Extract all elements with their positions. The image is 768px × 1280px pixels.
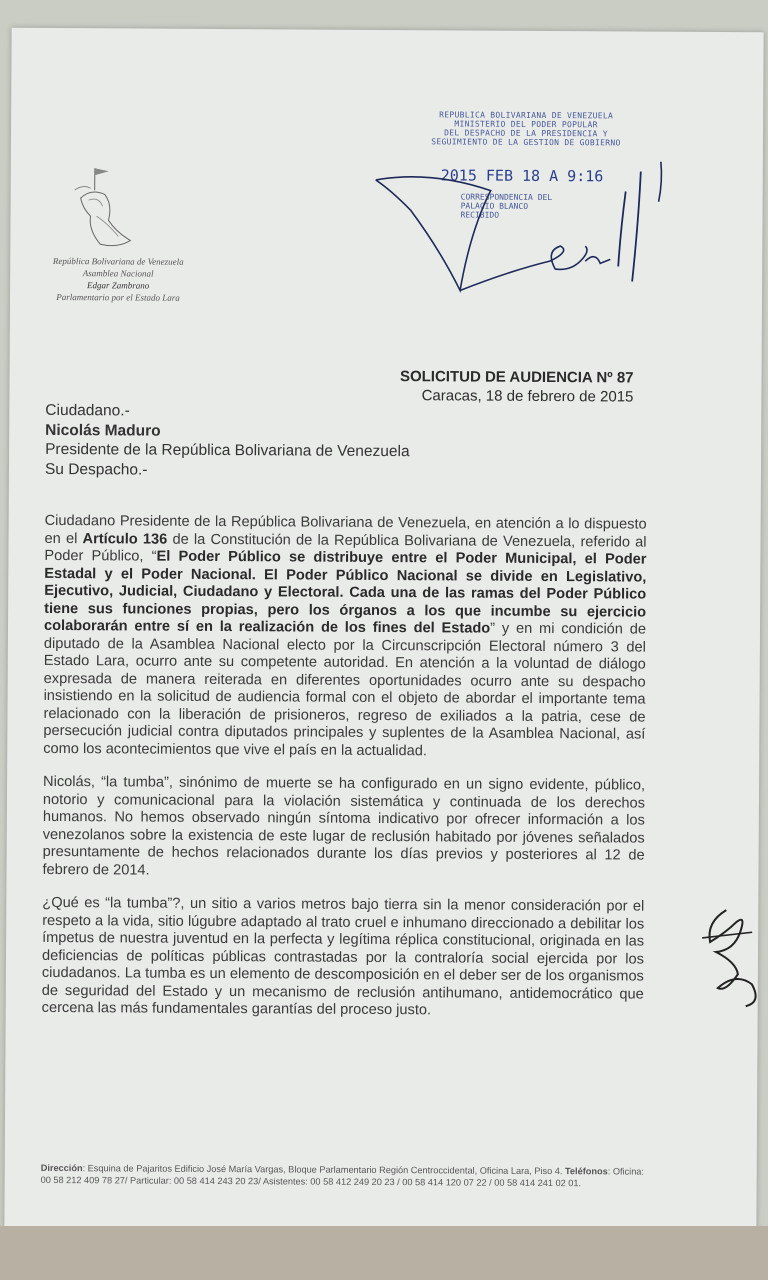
stamp-line-3: DEL DESPACHO DE LA PRESIDENCIA Y xyxy=(444,128,608,139)
paragraph-1-part-e: ” y en mi condición de diputado de la Asamblea Nacional electo por la Circunscripción Electoral número 3 del Estado Lara, ocurro ante su competente autoridad. En atención a la voluntad de diálogo expresada de manera reiterada en diferentes oportunidades ocurro ante su despacho insistiendo en la solicitud de audiencia formal con el objeto de abordar el importante tema relacionado con la liberación de prisioneros, regreso de exiliados a la patria, cese de persecución judicial contra diputados principales y suplentes de la Asamblea Nacional, así como los acontecimientos que vive el país en la actualidad. xyxy=(43,620,647,759)
letter-body xyxy=(42,513,647,1037)
stamp-sub-2: PALACIO BLANCO xyxy=(460,201,529,211)
letterhead-line-1: República Bolivariana de Venezuela xyxy=(52,255,184,267)
article-reference: Artículo 136 xyxy=(82,530,168,548)
paragraph-2: Nicolás, “la tumba”, sinónimo de muerte se ha configurado en un signo evidente, público, notorio y comunicacional para la violación sistemática y continuada de los derechos humanos. No hemos observado ningún síntoma indicativo por ofrecer información a los venezolanos sobre la existencia de este lugar de reclusión habitado por jóvenes señalados presuntamente de hechos relacionados durante los días previos y posteriores al 12 de febrero de 2014. xyxy=(42,773,646,879)
constitution-quote: El Poder Público se distribuye entre el Poder Municipal, el Poder Estadal y el Poder Nacional. El Poder Público Nacional se divide en Legislativo, Ejecutivo, Judicial, Ciudadano y Electoral. Cada una de las ramas del Poder Público tiene sus funciones propias, pero los órganos a los que incumbe su ejercicio colaborarán entre sí en la realización de los fines del Estado xyxy=(43,548,647,637)
place-date: Caracas, 18 de febrero de 2015 xyxy=(421,387,634,406)
letterhead-line-2: Asamblea Nacional xyxy=(82,268,154,279)
footer-address-label: Dirección xyxy=(40,1162,83,1174)
stamp-line-4: SEGUIMIENTO DE LA GESTION DE GOBIERNO xyxy=(431,137,621,148)
stamp-sub-3: RECIBIDO xyxy=(460,210,500,220)
addressee-block xyxy=(45,401,410,481)
table-surface xyxy=(0,1226,768,1280)
paragraph-1 xyxy=(43,513,646,762)
footer-phones-label: Teléfonos xyxy=(564,1166,608,1177)
addressee-role: Presidente de la República Bolivariana de Venezuela xyxy=(45,440,410,461)
paragraph-1-part-a: Ciudadano Presidente de la República Bolivariana de Venezuela, en atención a lo dispuesto en el xyxy=(44,512,647,547)
footer-phones: : Oficina: 00 58 212 409 78 27/ Particular: 00 58 414 243 20 23/ Asistentes: 00 58 412 249 20 23 / 00 58 414 120 07 22 / 00 58 414 241 02 01. xyxy=(40,1166,645,1188)
salutation: Ciudadano.- xyxy=(45,401,130,420)
footer-address: : Esquina de Pajaritos Edificio José María Vargas, Bloque Parlamentario Región Centroccidental, Oficina Lara, Piso 4. xyxy=(82,1163,566,1177)
addressee-name: Nicolás Maduro xyxy=(45,421,161,440)
paragraph-1-part-c: de la Constitución de la República Bolivariana de Venezuela, referido al Poder Público, “ xyxy=(44,531,647,565)
handwritten-initial-icon xyxy=(696,902,767,1012)
stamp-date: 2015 FEB 18 A 9:16 xyxy=(440,166,604,186)
addressee-office: Su Despacho.- xyxy=(44,460,148,479)
letterhead-line-4: Parlamentario por el Estado Lara xyxy=(56,291,180,303)
national-assembly-logo-icon xyxy=(60,160,151,256)
handwritten-signature-icon xyxy=(370,150,671,302)
request-title: SOLICITUD DE AUDIENCIA Nº 87 xyxy=(399,368,634,387)
letterhead-name: Edgar Zambrano xyxy=(86,280,150,291)
letter-page xyxy=(4,28,763,1233)
letterhead xyxy=(38,160,209,304)
stamp-line-1: REPUBLICA BOLIVARIANA DE VENEZUELA xyxy=(439,110,614,121)
stamp-line-2: MINISTERIO DEL PODER POPULAR xyxy=(454,119,598,130)
footer-contact xyxy=(41,1163,651,1190)
stamp-sub-1: CORRESPONDENCIA DEL xyxy=(460,192,553,203)
document-heading xyxy=(400,367,634,406)
paragraph-3: ¿Qué es “la tumba”?, un sitio a varios metros bajo tierra sin la menor consideración por el respeto a la vida, sitio lúgubre adaptado al trato cruel e inhumano direccionado a debilitar los ímpetus de nuestra juventud en la perfecta y legítima réplica constitucional, originada en las deficiencias de políticas públicas contrastadas por la contraloría social ejercida por los ciudadanos. La tumba es un elemento de descomposición en el deber ser de los organismos de seguridad del Estado y un mecanismo de reclusión antihumano, antidemocrático que cercena las más fundamentales garantías del proceso justo. xyxy=(41,894,645,1019)
